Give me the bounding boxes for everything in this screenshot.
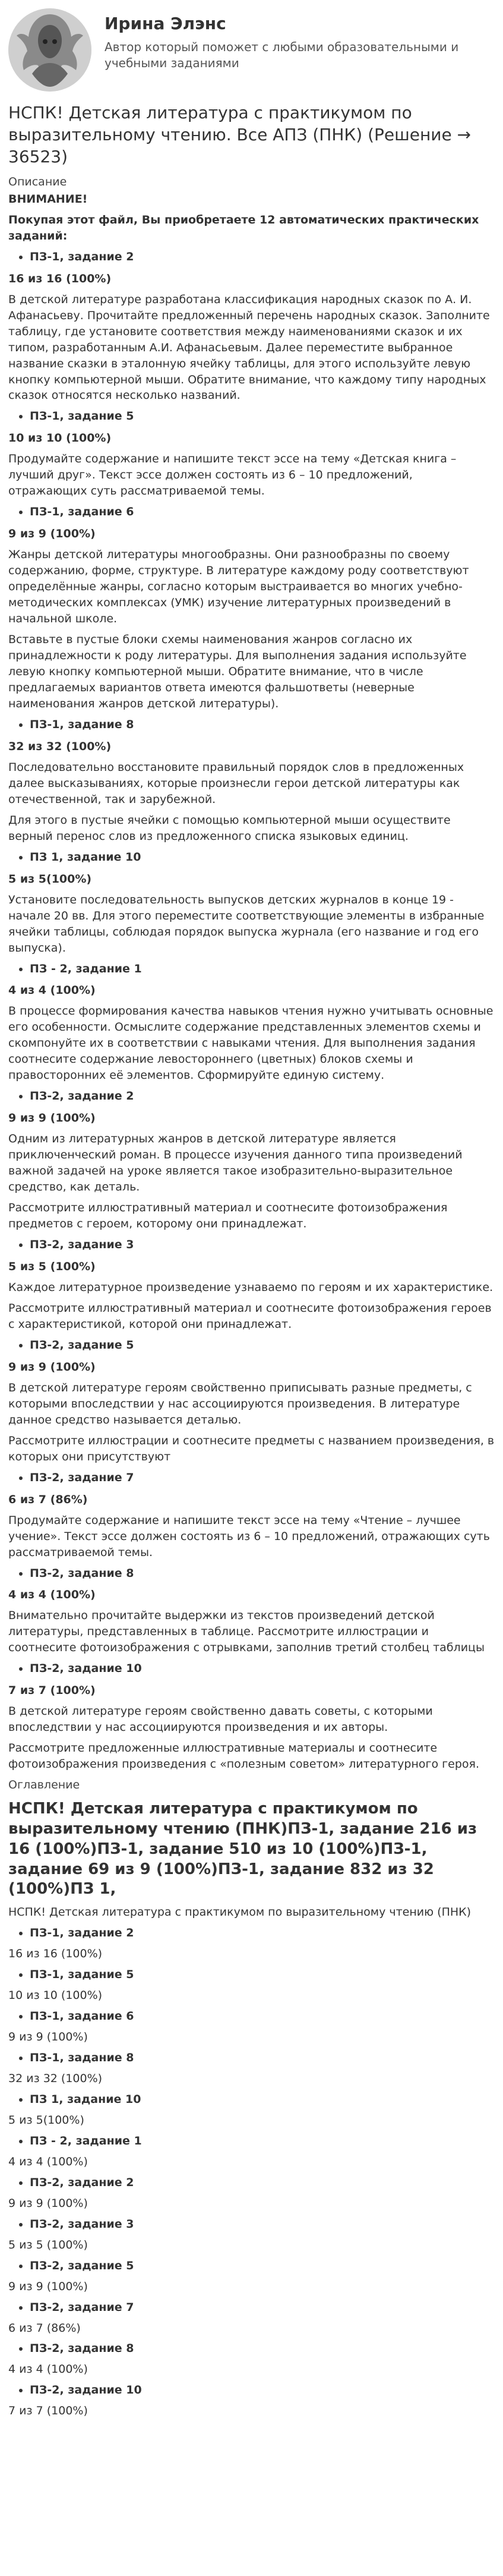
task-text: Рассмотрите иллюстративный материал и соотнесите фотоизображения предметов с героем, которому они принадлежат. (8, 1201, 448, 1231)
toc-bullet-list (8, 2300, 495, 2316)
toc-entry-score: 5 из 5 (100%) (8, 2238, 88, 2251)
task-label: • ПЗ 1, задание 10 (30, 849, 495, 865)
task-bullet-list (8, 1566, 495, 1582)
task-text: Жанры детской литературы многообразны. Они разнообразны по своему содержанию, форме, структуре. В литературе каждому роду соответствуют определённые жанры, согласно которым выстраивается во многих учебно-методических комплексах (УМК) изучение литературных произведений в начальной школе. (8, 548, 469, 626)
toc-entry-label: • ПЗ-2, задание 7 (30, 2300, 495, 2316)
toc-bullet-list (8, 2175, 495, 2191)
task-text: Последовательно восстановите правильный порядок слов в предложенных далее высказываниях, которые произнесли герои детской литературы как отечественной, так и зарубежной. (8, 760, 464, 806)
toc-bullet-list (8, 2050, 495, 2066)
task-bullet-list (8, 249, 495, 265)
task-score: 9 из 9 (100%) (8, 1111, 96, 1125)
task-text: Для этого в пустые ячейки с помощью компьютерной мыши осуществите верный перенос слов из предложенного списка языковых единиц. (8, 813, 451, 843)
task-bullet-list (8, 849, 495, 865)
task-label: • ПЗ-2, задание 7 (30, 1470, 495, 1486)
task-label: • ПЗ-2, задание 2 (30, 1088, 495, 1104)
task-text: Каждое литературное произведение узнаваемо по героям и их характеристике. (8, 1280, 493, 1294)
task-score: 4 из 4 (100%) (8, 1588, 96, 1602)
task-label: • ПЗ-1, задание 8 (30, 717, 495, 733)
toc-bullet-list (8, 2382, 495, 2398)
toc-entry-score: 9 из 9 (100%) (8, 2030, 88, 2043)
toc-entry-score: 32 из 32 (100%) (8, 2071, 103, 2085)
task-label: • ПЗ-1, задание 5 (30, 408, 495, 424)
toc-entry-score: 6 из 7 (86%) (8, 2321, 81, 2335)
toc-entry-label: • ПЗ-2, задание 8 (30, 2341, 495, 2357)
toc-entry-label: • ПЗ-2, задание 2 (30, 2175, 495, 2191)
task-text: В детской литературе героям свойственно давать советы, с которыми впоследствии у нас ассоциируются произведения и их авторы. (8, 1705, 433, 1734)
task-score: 5 из 5(100%) (8, 872, 92, 886)
task-label: • ПЗ-1, задание 2 (30, 249, 495, 265)
avatar[interactable] (8, 8, 91, 92)
task-bullet-list (8, 1661, 495, 1677)
task-score: 32 из 32 (100%) (8, 739, 112, 753)
toc-entry-score: 16 из 16 (100%) (8, 1947, 103, 1961)
toc-entry-label: • ПЗ 1, задание 10 (30, 2092, 495, 2108)
task-score: 9 из 9 (100%) (8, 1360, 96, 1374)
task-text: В процессе формирования качества навыков чтения нужно учитывать основные его особенности. Осмыслите содержание представленных элементов схемы и скомпонуйте их в соответствии с навыками чтения. Для выполнения задания соотнесите содержание левостороннего (цветных) блоков схемы и правосторонних её элементов. Сформируйте единую систему. (8, 1004, 493, 1082)
task-label: • ПЗ-2, задание 10 (30, 1661, 495, 1677)
task-label: • ПЗ-2, задание 8 (30, 1566, 495, 1582)
toc-entry-label: • ПЗ-1, задание 5 (30, 1967, 495, 1983)
toc-entry-label: • ПЗ-2, задание 5 (30, 2258, 495, 2274)
purchase-note: Покупая этот файл, Вы приобретаете 12 автоматических практических заданий: (8, 213, 479, 243)
toc-bullet-list (8, 2008, 495, 2024)
description-label: Описание (8, 175, 67, 188)
task-bullet-list (8, 961, 495, 977)
toc-intro: НСПК! Детская литература с практикумом по выразительному чтению (ПНК) (8, 1906, 472, 1919)
toc-list (8, 1925, 495, 2419)
toc-entry-score: 9 из 9 (100%) (8, 2196, 88, 2210)
task-label: • ПЗ - 2, задание 1 (30, 961, 495, 977)
author-description: Автор который поможет с любыми образовательными и учебными заданиями (105, 39, 459, 70)
avatar-image-icon (8, 8, 91, 92)
task-text: Рассмотрите иллюстрации и соотнесите предметы с названием произведения, в которых они присутствуют (8, 1434, 495, 1463)
task-text: Одним из литературных жанров в детской литературе является приключенческий роман. В процессе изучения данного типа произведений важной задачей на уроке является такое изобразительно-выразительное средство, как деталь. (8, 1132, 463, 1194)
task-text: В детской литературе разработана классификация народных сказок по А. И. Афанасьеву. Прочитайте предложенный перечень народных сказок. Заполните таблицу, где установите соответствия между наименованиями сказок и их типом, разработанным А.И. Афанасьевым. Далее переместите выбранное название сказки в эталонную ячейку таблицы, для этого используйте левую кнопку компьютерной мыши. Обратите внимание, что каждому типу народных сказок относятся несколько названий. (8, 292, 490, 402)
toc-entry-label: • ПЗ-2, задание 3 (30, 2216, 495, 2232)
task-score: 6 из 7 (86%) (8, 1492, 88, 1506)
task-text: Продумайте содержание и напишите текст эссе на тему «Детская книга – лучший друг». Текст эссе должен состоять из 6 – 10 предложений, отражающих суть рассматриваемой темы. (8, 452, 457, 498)
author-info (105, 8, 495, 71)
toc-title: НСПК! Детская литература с практикумом по выразительному чтению (ПНК)ПЗ-1, задание 216 из 16 (100%)ПЗ-1, задание 510 из 10 (100%)ПЗ-1, задание 69 из 9 (100%)ПЗ-1, задание 832 из 32 (100%)ПЗ 1, (8, 1800, 477, 1898)
task-text: Установите последовательность выпусков детских журналов в конце 19 - начале 20 вв. Для этого переместите соответствующие элементы в избранные ячейки таблицы, соблюдая порядок выпуска журнала (его название и год его выпуска). (8, 893, 485, 955)
task-label: • ПЗ-2, задание 3 (30, 1237, 495, 1253)
toc-bullet-list (8, 2133, 495, 2149)
task-text: Внимательно прочитайте выдержки из текстов произведений детской литературы, представленных в таблице. Рассмотрите иллюстрации и соотнесите фотоизображения с отрывками, заполнив третий столбец таблицы (8, 1609, 485, 1655)
task-score: 9 из 9 (100%) (8, 527, 96, 541)
task-score: 10 из 10 (100%) (8, 432, 112, 445)
toc-entry-score: 5 из 5(100%) (8, 2113, 84, 2127)
author-card (8, 8, 495, 92)
toc-entry-label: • ПЗ-1, задание 2 (30, 1925, 495, 1941)
toc-entry-score: 9 из 9 (100%) (8, 2279, 88, 2293)
task-score: 7 из 7 (100%) (8, 1684, 96, 1698)
task-score: 16 из 16 (100%) (8, 272, 112, 285)
toc-entry-label: • ПЗ-2, задание 10 (30, 2382, 495, 2398)
toc-bullet-list (8, 2092, 495, 2108)
task-bullet-list (8, 408, 495, 424)
task-text: Продумайте содержание и напишите текст эссе на тему «Чтение – лучшее учение». Текст эссе должен состоять из 6 – 10 предложений, отражающих суть рассматриваемой темы. (8, 1513, 490, 1559)
toc-bullet-list (8, 1967, 495, 1983)
toc-entry-score: 4 из 4 (100%) (8, 2363, 88, 2376)
task-label: • ПЗ-2, задание 5 (30, 1337, 495, 1353)
task-bullet-list (8, 504, 495, 520)
author-name[interactable]: Ирина Элэнс (105, 14, 226, 33)
task-text: В детской литературе героям свойственно приписывать разные предметы, с которыми впоследствии у нас ассоциируются произведения. В литературе данное средство называется деталью. (8, 1381, 472, 1426)
toc-label: Оглавление (8, 1778, 80, 1792)
task-text: Рассмотрите предложенные иллюстративные материалы и соотнесите фотоизображения произведения с «полезным советом» литературного героя. (8, 1742, 479, 1771)
task-text: Рассмотрите иллюстративный материал и соотнесите фотоизображения героев с характеристикой, которой они принадлежат. (8, 1301, 492, 1331)
toc-entry-label: • ПЗ - 2, задание 1 (30, 2133, 495, 2149)
task-bullet-list (8, 1337, 495, 1353)
toc-entry-score: 4 из 4 (100%) (8, 2155, 88, 2168)
page-title: НСПК! Детская литература с практикумом по выразительному чтению. Все АПЗ (ПНК) (Решение → 36523) (8, 103, 472, 166)
task-bullet-list (8, 1470, 495, 1486)
task-label: • ПЗ-1, задание 6 (30, 504, 495, 520)
task-score: 4 из 4 (100%) (8, 984, 96, 997)
attention-label: ВНИМАНИЕ! (8, 192, 88, 206)
task-bullet-list (8, 1088, 495, 1104)
toc-entry-label: • ПЗ-1, задание 6 (30, 2008, 495, 2024)
task-score: 5 из 5 (100%) (8, 1260, 96, 1274)
toc-bullet-list (8, 2341, 495, 2357)
toc-bullet-list (8, 2216, 495, 2232)
task-text: Вставьте в пустые блоки схемы наименования жанров согласно их принадлежности к роду литературы. Для выполнения задания используйте левую кнопку компьютерной мыши. Обратите внимание, что в числе предлагаемых вариантов ответа имеются фальшответы (неверные наименования жанров детской литературы). (8, 633, 467, 710)
toc-entry-label: • ПЗ-1, задание 8 (30, 2050, 495, 2066)
toc-bullet-list (8, 2258, 495, 2274)
toc-bullet-list (8, 1925, 495, 1941)
toc-entry-score: 10 из 10 (100%) (8, 1989, 103, 2002)
task-bullet-list (8, 1237, 495, 1253)
task-list (8, 249, 495, 1772)
toc-entry-score: 7 из 7 (100%) (8, 2404, 88, 2418)
task-bullet-list (8, 717, 495, 733)
